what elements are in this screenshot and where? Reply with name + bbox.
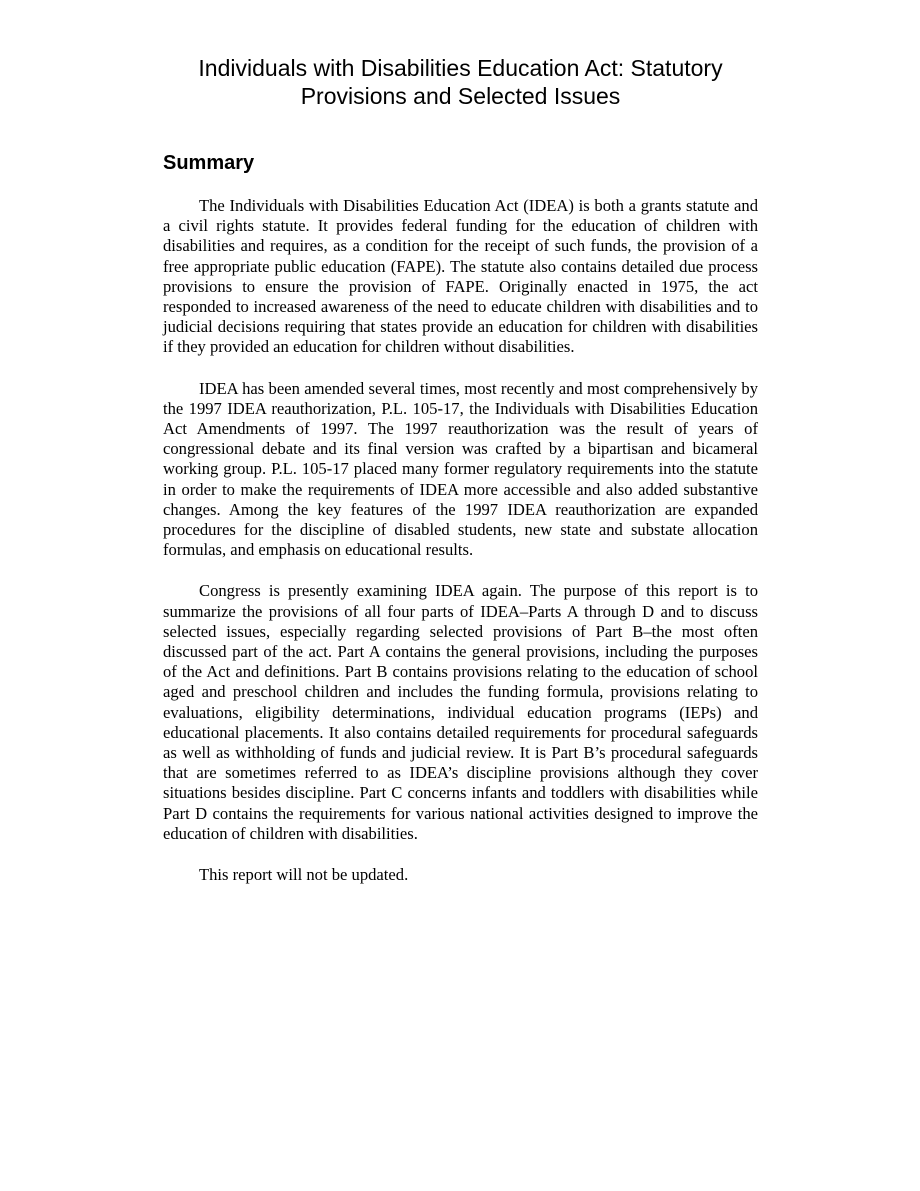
summary-paragraph-3: Congress is presently examining IDEA again. The purpose of this report is to summarize the provisions of all four parts of IDEA–Parts A through D and to discuss selected issues, especially regarding selected provisions of Part B–the most often discussed part of the act. Part A contains the general provisions, including the purposes of the Act and definitions. Part B contains provisions relating to the education of school aged and preschool children and includes the funding formula, provisions relating to evaluations, eligibility determinations, individual education programs (IEPs) and educational placements. It also contains detailed requirements for procedural safeguards as well as withholding of funds and judicial review. It is Part B’s procedural safeguards that are sometimes referred to as IDEA’s discipline provisions although they cover situations besides discipline. Part C concerns infants and toddlers with disabilities while Part D contains the requirements for various national activities designed to improve the education of children with disabilities.	[163, 581, 758, 843]
document-title	[163, 54, 758, 110]
document-page	[163, 54, 758, 885]
summary-paragraph-4: This report will not be updated.	[199, 865, 409, 885]
summary-heading: Summary	[163, 152, 255, 174]
title-line-2: Provisions and Selected Issues	[300, 83, 621, 109]
title-line-1: Individuals with Disabilities Education Act: Statutory	[198, 55, 723, 81]
summary-paragraph-2: IDEA has been amended several times, most recently and most comprehensively by the 1997 IDEA reauthorization, P.L. 105-17, the Individuals with Disabilities Education Act Amendments of 1997. The 1997 reauthorization was the result of years of congressional debate and its final version was crafted by a bipartisan and bicameral working group. P.L. 105-17 placed many former regulatory requirements into the statute in order to make the requirements of IDEA more accessible and also added substantive changes. Among the key features of the 1997 IDEA reauthorization are expanded procedures for the discipline of disabled students, new state and substate allocation formulas, and emphasis on educational results.	[163, 378, 758, 560]
summary-paragraph-1: The Individuals with Disabilities Education Act (IDEA) is both a grants statute and a civil rights statute. It provides federal funding for the education of children with disabilities and requires, as a condition for the receipt of such funds, the provision of a free appropriate public education (FAPE). The statute also contains detailed due process provisions to ensure the provision of FAPE. Originally enacted in 1975, the act responded to increased awareness of the need to educate children with disabilities and to judicial decisions requiring that states provide an education for children with disabilities if they provided an education for children without disabilities.	[163, 196, 758, 357]
